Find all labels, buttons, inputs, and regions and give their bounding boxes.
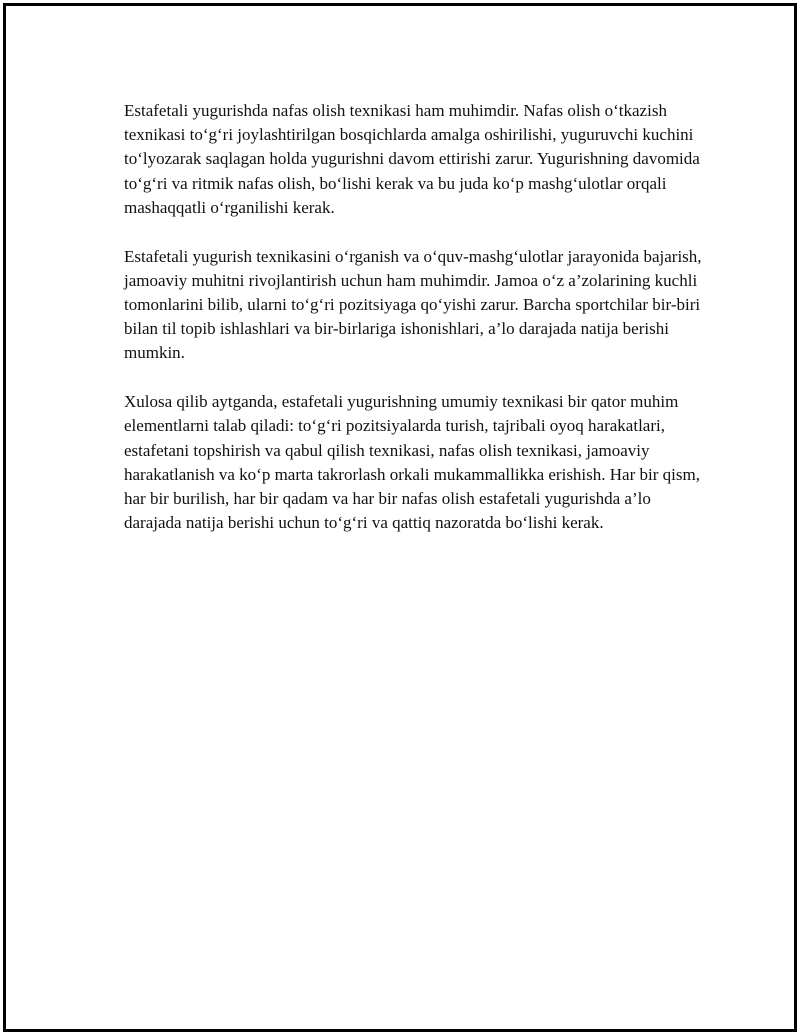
paragraph-conclusion: Xulosa qilib aytganda, estafetali yugurishning umumiy texnikasi bir qator muhim elementlarni talab qiladi: to‘g‘ri pozitsiyalarda turish, tajribali oyoq harakatlari, estafetani topshirish va qabul qilish texnikasi, nafas olish texnikasi, jamoaviy harakatlanish va ko‘p marta takrorlash orkali mukammallikka erishish. Har bir qism, har bir burilish, har bir qadam va har bir nafas olish estafetali yugurishda a’lo darajada natija berishi uchun to‘g‘ri va qattiq nazoratda bo‘lishi kerak. [124, 392, 700, 533]
paragraph-breathing-technique: Estafetali yugurishda nafas olish texnikasi ham muhimdir. Nafas olish o‘tkazish texnikasi to‘g‘ri joylashtirilgan bosqichlarda amalga oshirilishi, yuguruvchi kuchini to‘lyozarak saqlagan holda yugurishni davom ettirishi zarur. Yugurishning davomida to‘g‘ri va ritmik nafas olish, bo‘lishi kerak va bu juda ko‘p mashg‘ulotlar orqali mashaqqatli o‘rganilishi kerak. [124, 101, 700, 217]
document-body [124, 99, 704, 560]
page-frame [3, 3, 797, 1032]
paragraph-team-training: Estafetali yugurish texnikasini o‘rganish va o‘quv-mashg‘ulotlar jarayonida bajarish, jamoaviy muhitni rivojlantirish uchun ham muhimdir. Jamoa o‘z a’zolarining kuchli tomonlarini bilib, ularni to‘g‘ri pozitsiyaga qo‘yishi zarur. Barcha sportchilar bir-biri bilan til topib ishlashlari va bir-birlariga ishonishlari, a’lo darajada natija berishi mumkin. [124, 246, 702, 363]
